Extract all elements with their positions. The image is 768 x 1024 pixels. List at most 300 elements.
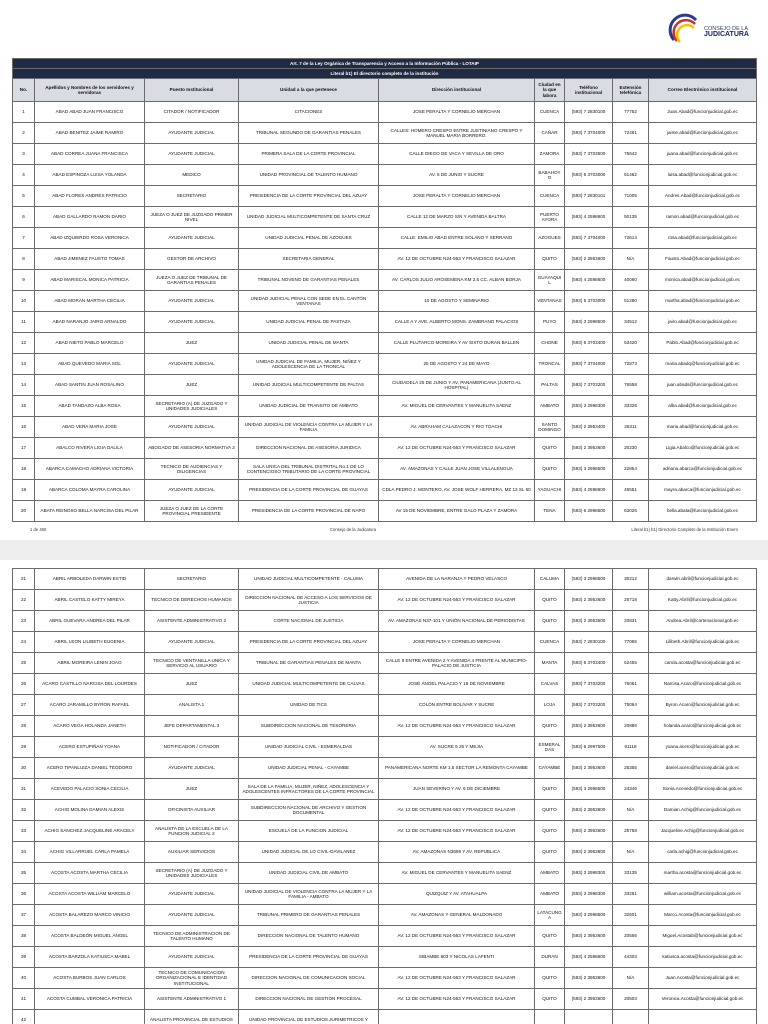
cell-phone: (593) 6 2998500	[565, 501, 613, 522]
cell-no: 17	[13, 438, 35, 459]
cell-name: ABAD CORREA JUANA FRANCISCA	[35, 144, 145, 165]
cell-phone: (593) 7 3703200	[565, 695, 613, 716]
cell-city: AMBATO	[535, 863, 565, 884]
cell-unit: UNIDAD PROVINCIAL DE ESTUDIOS JURIMETRICOS Y	[239, 1010, 379, 1024]
cell-name: ABATA REINOSO BELLA NARCISA DEL PILAR	[35, 501, 145, 522]
footer-document-label: Literal b1) b1) Directorio Completo de la Institución Enero	[631, 527, 738, 532]
col-header-name: Apellidos y Nombres de los servidores y servidoras	[35, 79, 145, 102]
cell-city: PUYO	[535, 312, 565, 333]
col-header-phone: Teléfono institucional	[565, 79, 613, 102]
cell-unit: TRIBUNAL DE GARANTIAS PENALES DE MANTA	[239, 653, 379, 674]
cell-address: AV. AMAZONAS Y CALLE JUAN JOSE VILLALENGUA	[379, 459, 535, 480]
cell-unit: UNIDAD JUDICIAL PENAL DE PASTAZA	[239, 312, 379, 333]
table-row	[13, 884, 757, 905]
cell-no: 26	[13, 674, 35, 695]
cell-city: AMBATO	[535, 884, 565, 905]
cell-extension: N/A	[613, 800, 649, 821]
cell-city: VENTANAS	[535, 291, 565, 312]
cell-position: ANALISTA PROVINCIAL DE ESTUDIOS	[145, 1010, 239, 1024]
cell-extension: 33326	[613, 396, 649, 417]
cell-unit: TRIBUNAL NOVENO DE GARANTIAS PENALES	[239, 270, 379, 291]
cell-extension: 33135	[613, 863, 649, 884]
cell-email[interactable]: ramon.abad@funcionjudicial.gob.ec	[649, 207, 757, 228]
cell-email[interactable]: juan.abads@funcionjudicial.gob.ec	[649, 375, 757, 396]
cell-no: 42	[13, 1010, 35, 1024]
cell-email[interactable]: bella.abata@funcionjudicial.gob.ec	[649, 501, 757, 522]
cell-phone: (593) 3 2998500	[565, 779, 613, 800]
cell-no: 11	[13, 312, 35, 333]
cell-unit: UNIDAD JUDICIAL MULTICOMPETENTE DE PALTAS	[239, 375, 379, 396]
cell-email[interactable]: holanda.acaro@funcionjudicial.gob.ec	[649, 716, 757, 737]
cell-email[interactable]: Miguel.Acostab@funcionjudicial.gob.ec	[649, 926, 757, 947]
cell-extension: 20503	[613, 989, 649, 1010]
cell-city: QUITO	[535, 968, 565, 989]
cell-email[interactable]: maria.abadq@funcionjudicial.gob.ec	[649, 354, 757, 375]
cell-address: AV. 12 DE OCTUBRE N24-563 Y FRANCISCO SALAZAR	[379, 821, 535, 842]
cell-extension: 76558	[613, 375, 649, 396]
cell-position: SECRETARIO (A) DE JUZGADO Y UNIDADES JUDICIALES	[145, 863, 239, 884]
cell-unit: UNIDAD JUDICIAL DE VIOLENCIA CONTRA LA MUJER Y LA FAMILIA	[239, 417, 379, 438]
cell-no: 1	[13, 102, 35, 123]
cell-unit: SUBDIRECCION NACIONAL DE ARCHIVO Y GESTION DOCUMENTAL	[239, 800, 379, 821]
cell-position: AYUDANTE JUDICIAL	[145, 312, 239, 333]
cell-unit: UNIDAD JUDICIAL MULTICOMPETENTE DE CALVAS	[239, 674, 379, 695]
cell-extension: 26311	[613, 417, 649, 438]
cell-no: 33	[13, 821, 35, 842]
cell-address: AV. 12 DE OCTUBRE N24-563 Y FRANCISCO SALAZAR	[379, 968, 535, 989]
cell-email[interactable]: Damian.Achig@funcionjudicial.gob.ec	[649, 800, 757, 821]
cell-email[interactable]: Fausto.Abad@funcionjudicial.gob.ec	[649, 249, 757, 270]
table-header-row	[13, 79, 757, 102]
cell-position: AYUDANTE JUDICIAL	[145, 123, 239, 144]
table-row	[13, 207, 757, 228]
cell-city: QUITO	[535, 611, 565, 632]
cell-no: 18	[13, 459, 35, 480]
cell-city: MANTA	[535, 653, 565, 674]
cell-email[interactable]: martha.acosta@funcionjudicial.gob.ec	[649, 863, 757, 884]
cell-email[interactable]: Jacqueline.Achig@funcionjudicial.gob.ec	[649, 821, 757, 842]
cell-no: 16	[13, 417, 35, 438]
col-header-position: Puesto Institucional	[145, 79, 239, 102]
cell-extension: 76061	[613, 674, 649, 695]
cell-address: AV. MIGUEL DE CERVANTES Y MANUELITA SAENZ	[379, 863, 535, 884]
cell-city: QUITO	[535, 842, 565, 863]
cell-address: QUIZQUIZ Y AV. ATAHUALPA	[379, 884, 535, 905]
cell-address: PANAMERICANA NORTE KM 1.5 SECTOR LA REMONTA CAYAMBE	[379, 758, 535, 779]
cell-email[interactable]: Byron.Acaro@funcionjudicial.gob.ec	[649, 695, 757, 716]
cell-phone: (593) 4 2598600	[565, 480, 613, 501]
cell-city	[535, 1010, 565, 1024]
cell-address: AV 15 DE NOVIEMBRE, ENTRE GALO PLAZA Y ZAMORA	[379, 501, 535, 522]
cell-phone: (593) 3 2998300	[565, 396, 613, 417]
cell-name: ABRIL ARBOLEDA DARWIN ESTID	[35, 569, 145, 590]
table-row	[13, 249, 757, 270]
col-header-address: Dirección institucional	[379, 79, 535, 102]
cell-no: 2	[13, 123, 35, 144]
cell-city: PALTAS	[535, 375, 565, 396]
cell-name: ABAD NIETO PABLO MARCELO	[35, 333, 145, 354]
cell-unit: UNIDAD JUDICIAL CIVIL - ESMERALDAS	[239, 737, 379, 758]
cell-name: ACOSTA BARZOLA KATIUSCA MABEL	[35, 947, 145, 968]
cell-email[interactable]: Pablo.Abad@funcionjudicial.gob.ec	[649, 333, 757, 354]
directory-table-page-2	[12, 568, 757, 1024]
cell-city: CAYAMBE	[535, 758, 565, 779]
cell-extension: 20831	[613, 611, 649, 632]
table-row	[13, 590, 757, 611]
cell-position: AYUDANTE JUDICIAL	[145, 228, 239, 249]
cell-unit: DIRECCION NACIONAL DE COMUNICACION SOCIAL	[239, 968, 379, 989]
cell-unit: SECRETARIA GENERAL	[239, 249, 379, 270]
cell-unit: UNIDAD JUDICIAL PENAL CON SEDE EN EL CANTÓN VENTANAS	[239, 291, 379, 312]
cell-phone: (593) 2 3953600	[565, 842, 613, 863]
cell-position: ANALISTA DE LA ESCUELA DE LA FUNCION JUDICIAL 2	[145, 821, 239, 842]
cell-extension: 32601	[613, 905, 649, 926]
cell-unit: DIRECCION NACIONAL DE ACCESO A LOS SERVICIOS DE JUSTICIA	[239, 590, 379, 611]
cell-email[interactable]: Sonia.Acevedo@funcionjudicial.gob.ec	[649, 779, 757, 800]
cell-address: CIUDADELA 25 DE JUNIO Y AV. PANAMERICANA (JUNTO AL HOSPITAL)	[379, 375, 535, 396]
cell-email[interactable]: darwin.abril@funcionjudicial.gob.ec	[649, 569, 757, 590]
cell-extension: 25718	[613, 590, 649, 611]
cell-phone: (593) 5 3703400	[565, 653, 613, 674]
cell-position: TECNICO DE COMUNICACION ORGANIZACIONAL E IDENTIDAD INSTITUCIONAL	[145, 968, 239, 989]
table-row	[13, 611, 757, 632]
cell-city: CALVAS	[535, 674, 565, 695]
cell-unit: PRESIDENCIA DE LA CORTE PROVINCIAL DE GUAYAS	[239, 947, 379, 968]
cell-email[interactable]: carla.achig@funcionjudicial.gob.ec	[649, 842, 757, 863]
cell-name: ABAD QUEVEDO MARIA SOL	[35, 354, 145, 375]
cell-extension: 22854	[613, 459, 649, 480]
cell-address: AV. SUCRE 5 25 Y MEJIA	[379, 737, 535, 758]
cell-address: AV. MIGUEL DE CERVANTES Y MANUELITA SAENZ	[379, 396, 535, 417]
cell-city: QUITO	[535, 590, 565, 611]
cell-phone: (593) 7 3703200	[565, 375, 613, 396]
cell-address: AV. 12 DE OCTUBRE N24-563 Y FRANCISCO SALAZAR	[379, 926, 535, 947]
table-row	[13, 758, 757, 779]
table-row	[13, 396, 757, 417]
cell-email[interactable]	[649, 1010, 757, 1024]
table-row	[13, 270, 757, 291]
cell-email[interactable]: monica.abad@funcionjudicial.gob.ec	[649, 270, 757, 291]
cell-email[interactable]: yoana.acero@funcionjudicial.gob.ec	[649, 737, 757, 758]
cell-extension: 72461	[613, 123, 649, 144]
cell-email[interactable]: juana.abad@funcionjudicial.gob.ec	[649, 144, 757, 165]
cell-email[interactable]: Marco.Acosta@funcionjudicial.gob.ec	[649, 905, 757, 926]
cell-address: AV. AMAZONAS Y GENERAL MALDONADO	[379, 905, 535, 926]
cell-unit: DIRECCION NACIONAL DE TALENTO HUMANO	[239, 926, 379, 947]
cell-address: AV. AMAZONAS N37-101 Y UNIÓN NACIONAL DE PERIODISTAS	[379, 611, 535, 632]
cell-name: ACARO VEGA HOLANDA JANETH	[35, 716, 145, 737]
cell-extension: 45551	[613, 480, 649, 501]
cell-phone: (593) 2 3953600	[565, 926, 613, 947]
cell-extension	[613, 1010, 649, 1024]
cell-no: 41	[13, 989, 35, 1010]
table-row	[13, 674, 757, 695]
cell-address: 10 DE AGOSTO Y SEMINARIO	[379, 291, 535, 312]
cell-extension: 44303	[613, 947, 649, 968]
cell-extension: N/A	[613, 968, 649, 989]
cell-extension: 61118	[613, 737, 649, 758]
table-row	[13, 737, 757, 758]
table-row	[13, 968, 757, 989]
table-row	[13, 333, 757, 354]
cell-address: JOSÉ ÁNGEL PALACIO Y 18 DE NOVIEMBRE	[379, 674, 535, 695]
cell-email[interactable]: maria.abad@funcionjudicial.gob.ec	[649, 417, 757, 438]
cell-address: CALLE PLUTARCO MOREIRA Y AV SIXTO DURAN BALLEN	[379, 333, 535, 354]
cell-position: AYUDANTE JUDICIAL	[145, 884, 239, 905]
cell-position: AYUDANTE JUDICIAL	[145, 758, 239, 779]
cell-email[interactable]: Katty.Abril@funcionjudicial.gob.ec	[649, 590, 757, 611]
table-row	[13, 102, 757, 123]
cell-city: QUITO	[535, 249, 565, 270]
cell-position: AYUDANTE JUDICIAL	[145, 632, 239, 653]
table-row	[13, 800, 757, 821]
cell-phone: (593) 2 3953600	[565, 968, 613, 989]
cell-no: 19	[13, 480, 35, 501]
cell-address: JOSE PERALTA Y CORNELIO MERCHAN	[379, 186, 535, 207]
cell-no: 36	[13, 884, 35, 905]
cell-phone: (593) 2 3953600	[565, 249, 613, 270]
cell-city: CUENCA	[535, 102, 565, 123]
cell-unit: DIRECCION NACIONAL DE GESTION PROCESAL	[239, 989, 379, 1010]
cell-position: JEFE DEPARTAMENTAL 3	[145, 716, 239, 737]
table-row	[13, 291, 757, 312]
cell-unit: DIRECCION NACIONAL DE ASESORIA JURIDICA	[239, 438, 379, 459]
cell-name: ACARO CASTILLO NARCISA DEL LOURDES	[35, 674, 145, 695]
cell-email[interactable]: Ligia.Abalco@funcionjudicial.gob.ec	[649, 438, 757, 459]
table-row	[13, 653, 757, 674]
cell-position: NOTIFICADOR / CITADOR	[145, 737, 239, 758]
cell-position: AYUDANTE JUDICIAL	[145, 291, 239, 312]
cell-city: PUERTO AYORA	[535, 207, 565, 228]
table-row	[13, 186, 757, 207]
cell-no: 13	[13, 354, 35, 375]
cell-email[interactable]: martha.abad@funcionjudicial.gob.ec	[649, 291, 757, 312]
cell-no: 39	[13, 947, 35, 968]
cell-position: AYUDANTE JUDICIAL	[145, 417, 239, 438]
cell-position: SECRETARIO	[145, 569, 239, 590]
cell-position: JUEZ	[145, 333, 239, 354]
cell-city: SANTO DOMINGO	[535, 417, 565, 438]
cell-no: 6	[13, 207, 35, 228]
cell-phone: (593) 2 3953600	[565, 758, 613, 779]
cell-name: ACEVEDO PALACIO SONIA CECILIA	[35, 779, 145, 800]
col-header-no: No.	[13, 79, 35, 102]
cell-phone: (593) 3 2998500	[565, 459, 613, 480]
table-row	[13, 947, 757, 968]
cell-phone: (593) 7 3704000	[565, 228, 613, 249]
cell-extension: 33261	[613, 884, 649, 905]
cell-no: 40	[13, 968, 35, 989]
cell-city: QUITO	[535, 438, 565, 459]
cell-name: ABAD ESPINOZA LUISA YOLANDA	[35, 165, 145, 186]
cell-no: 22	[13, 590, 35, 611]
cell-email[interactable]: Juan.Abad@funcionjudicial.gob.ec	[649, 102, 757, 123]
table-row	[13, 569, 757, 590]
table-row	[13, 123, 757, 144]
cell-no: 37	[13, 905, 35, 926]
cell-email[interactable]: carola.acosta@funcionjudicial.gob.ec	[649, 653, 757, 674]
cell-no: 20	[13, 501, 35, 522]
cell-address: AV. 12 DE OCTUBRE N24-563 Y FRANCISCO SALAZAR	[379, 716, 535, 737]
cell-extension: 75064	[613, 695, 649, 716]
cell-phone: (593) 3 2998500	[565, 905, 613, 926]
cell-position: ASISTENTE ADMINISTRATIVO 2	[145, 611, 239, 632]
table-row	[13, 632, 757, 653]
cell-address: AV. 12 DE OCTUBRE N24-563 Y FRANCISCO SALAZAR	[379, 590, 535, 611]
table-row	[13, 695, 757, 716]
cell-position: TECNICO DE AUDIENCIAS Y DILIGENCIAS	[145, 459, 239, 480]
cell-name: ABRIL MOREIRA LENIN JOAO	[35, 653, 145, 674]
cell-unit: UNIDAD JUDICIAL DE LO CIVIL-DAVILANEZ	[239, 842, 379, 863]
cell-extension: 51280	[613, 291, 649, 312]
cell-address: SIBAMBE 903 Y NICOLAS LAFENTI	[379, 947, 535, 968]
cell-extension: 75642	[613, 144, 649, 165]
cell-name	[35, 1010, 145, 1024]
table-row	[13, 480, 757, 501]
table-row	[13, 989, 757, 1010]
page-footer	[30, 527, 738, 535]
cell-city: QUITO	[535, 989, 565, 1010]
table-row	[13, 779, 757, 800]
cell-email[interactable]: Juan.Acosta@funcionjudicial.gob.ec	[649, 968, 757, 989]
cell-position: TECNICO DE ADMINISTRACION DE TALENTO HUMANO	[145, 926, 239, 947]
cell-address: AVENIDA DE LA NARANJA Y PEDRO VELASCO	[379, 569, 535, 590]
table-row	[13, 501, 757, 522]
cell-address: CALLE DIEGO DE VACA Y SEVILLA DE ORO	[379, 144, 535, 165]
table-row	[13, 165, 757, 186]
document-page-2	[0, 560, 768, 1024]
cell-email[interactable]: Andres.Abad@funcionjudicial.gob.ec	[649, 186, 757, 207]
cell-no: 29	[13, 737, 35, 758]
cell-no: 32	[13, 800, 35, 821]
cell-name: ACERO TIPANLUIZA DANIEL TEODORO	[35, 758, 145, 779]
cell-name: ABARCA COLOMA MAYRA CAROLINA	[35, 480, 145, 501]
cell-unit: UNIDAD JUDICIAL CIVIL DE AMBATO	[239, 863, 379, 884]
cell-email[interactable]: daniel.acero@funcionjudicial.gob.ec	[649, 758, 757, 779]
cell-city: LATACUNGA	[535, 905, 565, 926]
cell-email[interactable]: Andrea.Abril@cortenacional.gob.ec	[649, 611, 757, 632]
cell-city: CHONE	[535, 333, 565, 354]
cell-email[interactable]: Lilibeth.Abril@funcionjudicial.gob.ec	[649, 632, 757, 653]
cell-no: 25	[13, 653, 35, 674]
cell-email[interactable]: Veronica.Acosta@funcionjudicial.gob.ec	[649, 989, 757, 1010]
cell-address: AV. ABRAHAM CALAZACON Y RIO TOACHI	[379, 417, 535, 438]
cell-no: 12	[13, 333, 35, 354]
cell-position: AYUDANTE JUDICIAL	[145, 144, 239, 165]
cell-extension: 25758	[613, 821, 649, 842]
cell-position: GESTOR DE ARCHIVO	[145, 249, 239, 270]
cell-city: QUITO	[535, 716, 565, 737]
cell-extension: 71005	[613, 186, 649, 207]
cell-address: CALLE 12 DE MARZO S/N Y AVENIDA BALTRA	[379, 207, 535, 228]
cell-address: AV. 5 DE JUNIO Y SUCRE	[379, 165, 535, 186]
cell-city: GUAYAQUIL	[535, 270, 565, 291]
cell-city: TENA	[535, 501, 565, 522]
cell-unit: UNIDAD JUDICIAL PENAL - CAYAMBE	[239, 758, 379, 779]
cell-city: ZAMORA	[535, 144, 565, 165]
table-row	[13, 354, 757, 375]
cell-address: 25 DE AGOSTO Y 24 DE MAYO	[379, 354, 535, 375]
cell-address: AV. 12 DE OCTUBRE N24-563 Y FRANCISCO SALAZAR	[379, 249, 535, 270]
cell-phone: (593) 7 3704000	[565, 354, 613, 375]
cell-name: ABAD VERA MARIA JOSE	[35, 417, 145, 438]
cell-extension: 50135	[613, 207, 649, 228]
cell-name: ACERO ESTUPIÑAN YOANA	[35, 737, 145, 758]
cell-email[interactable]: mayra.abarca@funcionjudicial.gob.ec	[649, 480, 757, 501]
cell-email[interactable]: jairo.abad@funcionjudicial.gob.ec	[649, 312, 757, 333]
cell-city: CUENCA	[535, 632, 565, 653]
cell-email[interactable]: katiusca.acosta@funcionjudicial.gob.ec	[649, 947, 757, 968]
cell-extension: 77065	[613, 632, 649, 653]
logo-text	[704, 26, 749, 38]
cell-extension: 20230	[613, 438, 649, 459]
cell-no: 27	[13, 695, 35, 716]
cell-phone: (593) 7 2830100	[565, 632, 613, 653]
cell-address: AV. CARLOS JULIO AROSEMENA KM 2.5 CC. ALBAN BORJA	[379, 270, 535, 291]
cell-position: TECNICO DE DERECHOS HUMANOS	[145, 590, 239, 611]
cell-position: CITADOR / NOTIFICADOR	[145, 102, 239, 123]
cell-position: JUEZ	[145, 674, 239, 695]
cell-unit: UNIDAD JUDICIAL DE VIOLENCIA CONTRA LA MUJER Y LA FAMILIA - AMBATO	[239, 884, 379, 905]
cell-email[interactable]: Narcisa.Acaro@funcionjudicial.gob.ec	[649, 674, 757, 695]
cell-email[interactable]: alba.abad@funcionjudicial.gob.ec	[649, 396, 757, 417]
cell-no: 35	[13, 863, 35, 884]
cell-position: JUEZ	[145, 779, 239, 800]
cell-phone: (593) 2 3953400	[565, 417, 613, 438]
col-header-email: Correo Electrónico institucional	[649, 79, 757, 102]
cell-name: ACOSTA BALAREZO MARCO VINICIO	[35, 905, 145, 926]
cell-unit: UNIDAD PROVINCIAL DE TALENTO HUMANO	[239, 165, 379, 186]
cell-city: CALUMA	[535, 569, 565, 590]
cell-email[interactable]: adriana.abarca@funcionjudicial.gob.ec	[649, 459, 757, 480]
cell-phone: (593) 4 2598600	[565, 270, 613, 291]
cell-extension: 34512	[613, 312, 649, 333]
table-row	[13, 375, 757, 396]
cell-unit: TRIBUNAL SEGUNDO DE GARANTIAS PENALES	[239, 123, 379, 144]
cell-no: 4	[13, 165, 35, 186]
cell-extension: 25355	[613, 758, 649, 779]
cell-email[interactable]: rosa.abad@funcionjudicial.gob.ec	[649, 228, 757, 249]
cell-email[interactable]: jaime.abad@funcionjudicial.gob.ec	[649, 123, 757, 144]
cell-position: AYUDANTE JUDICIAL	[145, 354, 239, 375]
cell-address: JOSE PERALTA Y CORNELIO MERCHAN	[379, 632, 535, 653]
cell-unit: PRESIDENCIA DE LA CORTE PROVINCIAL DEL AZUAY	[239, 632, 379, 653]
col-header-city: Ciudad en la que labora	[535, 79, 565, 102]
footer-institution: Consejo de la Judicatura	[330, 527, 377, 532]
cell-phone: (593) 6 2997500	[565, 737, 613, 758]
cell-phone: (593) 7 3703200	[565, 674, 613, 695]
cell-city: QUITO	[535, 821, 565, 842]
cell-name: ABAD ABAD JUAN FRANCISCO	[35, 102, 145, 123]
cell-address: CALLE 9 ENTRE AVENIDA 2 Y AVENIDA 4 FRENTE AL MUNICIPIO- PALACIO DE JUSTICIA	[379, 653, 535, 674]
cell-no: 3	[13, 144, 35, 165]
cell-phone: (593) 7 3703500	[565, 144, 613, 165]
table-row	[13, 459, 757, 480]
cell-no: 15	[13, 396, 35, 417]
cell-extension: 24346	[613, 779, 649, 800]
cell-position: OFICINISTA AUXILIAR	[145, 800, 239, 821]
cell-city: AMBATO	[535, 396, 565, 417]
cell-email[interactable]: luisa.abad@funcionjudicial.gob.ec	[649, 165, 757, 186]
cell-email[interactable]: william.acosta@funcionjudicial.gob.ec	[649, 884, 757, 905]
footer-page-number: 1 de 460	[30, 527, 47, 532]
cell-no: 7	[13, 228, 35, 249]
directory-table-page-1	[12, 58, 757, 522]
cell-address: CALLES: HOMERO CRESPO ENTRE JUSTINIANO CRESPO Y MANUEL MARIA BORRERO.	[379, 123, 535, 144]
cell-position: AYUDANTE JUDICIAL	[145, 947, 239, 968]
cell-extension: 72614	[613, 228, 649, 249]
cell-phone	[565, 1010, 613, 1024]
